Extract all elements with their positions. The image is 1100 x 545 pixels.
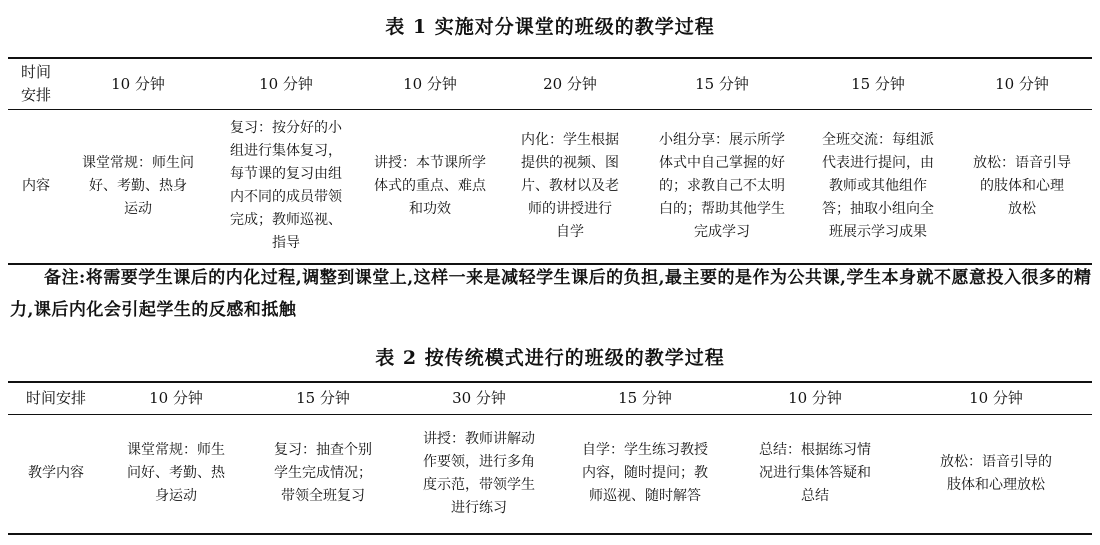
table2-title: 表 2 按传统模式进行的班级的教学过程 xyxy=(375,347,725,369)
table1-content-text: 小组分享：展示所学 体式中自己掌握的好 的；求教自己不太明 白的；帮助其他学生 完成学习 xyxy=(659,131,785,240)
table1-content-cell xyxy=(360,110,500,264)
table2-time-row xyxy=(8,382,1092,414)
table2-content-text: 复习：抽查个别 学生完成情况； 带领全班复习 xyxy=(274,442,372,505)
table1-content-cell xyxy=(64,110,212,264)
table2-time-cell: 10 分钟 xyxy=(730,382,900,414)
table2-time-cell: 30 分钟 xyxy=(398,382,560,414)
table1-time-cell: 20 分钟 xyxy=(500,58,640,110)
table2-time-cell: 10 分钟 xyxy=(104,382,248,414)
table2-time-label: 时间安排 xyxy=(8,382,104,414)
table1-content-cell xyxy=(500,110,640,264)
table1-time-label xyxy=(8,58,64,110)
table1-note: 备注:将需要学生课后的内化过程,调整到课堂上,这样一来是减轻学生课后的负担,最主要的是作为公共课,学生本身就不愿意投入很多的精力,课后内化会引起学生的反感和抵触 xyxy=(10,268,1092,320)
table1-time-label-text: 时间 安排 xyxy=(20,63,51,104)
table2-content-text: 讲授：教师讲解动 作要领，进行多角 度示范，带领学生 进行练习 xyxy=(423,430,535,516)
table1-time-cell: 10 分钟 xyxy=(212,58,360,110)
table1-time-cell: 10 分钟 xyxy=(360,58,500,110)
table2-content-text: 总结：根据练习情 况进行集体答疑和 总结 xyxy=(759,442,871,505)
table1-content-text: 放松：语音引导 的肢体和心理 放松 xyxy=(973,154,1071,217)
table2-content-text: 自学：学生练习教授 内容，随时提问；教 师巡视、随时解答 xyxy=(582,442,708,505)
table2-content-cell xyxy=(900,414,1092,534)
table1-content-row xyxy=(8,110,1092,264)
table2-time-cell: 15 分钟 xyxy=(248,382,398,414)
table1-content-label: 内容 xyxy=(22,177,50,194)
table2-content-row xyxy=(8,414,1092,534)
table1 xyxy=(8,57,1092,265)
table2-content-cell xyxy=(398,414,560,534)
table2-content-text: 放松：语音引导的 肢体和心理放松 xyxy=(940,453,1052,493)
table2-content-cell xyxy=(104,414,248,534)
table1-title: 表 1 实施对分课堂的班级的教学过程 xyxy=(385,16,715,38)
table1-time-cell: 10 分钟 xyxy=(952,58,1092,110)
table1-time-row xyxy=(8,58,1092,110)
table1-content-text: 复习：按分好的小 组进行集体复习， 每节课的复习由组 内不同的成员带领 完成；教师巡视、 指导 xyxy=(230,120,342,252)
table1-time-cell: 15 分钟 xyxy=(640,58,804,110)
table1-content-cell xyxy=(804,110,952,264)
table1-time-cell: 15 分钟 xyxy=(804,58,952,110)
table2-content-cell xyxy=(560,414,730,534)
table2-time-cell: 10 分钟 xyxy=(900,382,1092,414)
table2-time-cell: 15 分钟 xyxy=(560,382,730,414)
table1-content-cell xyxy=(952,110,1092,264)
table1-content-text: 全班交流：每组派 代表进行提问，由 教师或其他组作 答；抽取小组向全 班展示学习成果 xyxy=(822,131,934,240)
table1-content-cell xyxy=(212,110,360,264)
table1-content-text: 内化：学生根据 提供的视频、图 片、教材以及老 师的讲授进行 自学 xyxy=(521,131,619,240)
table2 xyxy=(8,381,1092,535)
table2-content-cell xyxy=(730,414,900,534)
table2-content-cell xyxy=(248,414,398,534)
table1-content-cell xyxy=(640,110,804,264)
table1-time-cell: 10 分钟 xyxy=(64,58,212,110)
table2-content-label: 教学内容 xyxy=(28,465,84,482)
table1-content-text: 课堂常规：师生问 好、考勤、热身 运动 xyxy=(82,154,194,217)
table2-content-text: 课堂常规：师生 问好、考勤、热 身运动 xyxy=(127,442,225,505)
table1-content-text: 讲授：本节课所学 体式的重点、难点 和功效 xyxy=(374,154,486,217)
